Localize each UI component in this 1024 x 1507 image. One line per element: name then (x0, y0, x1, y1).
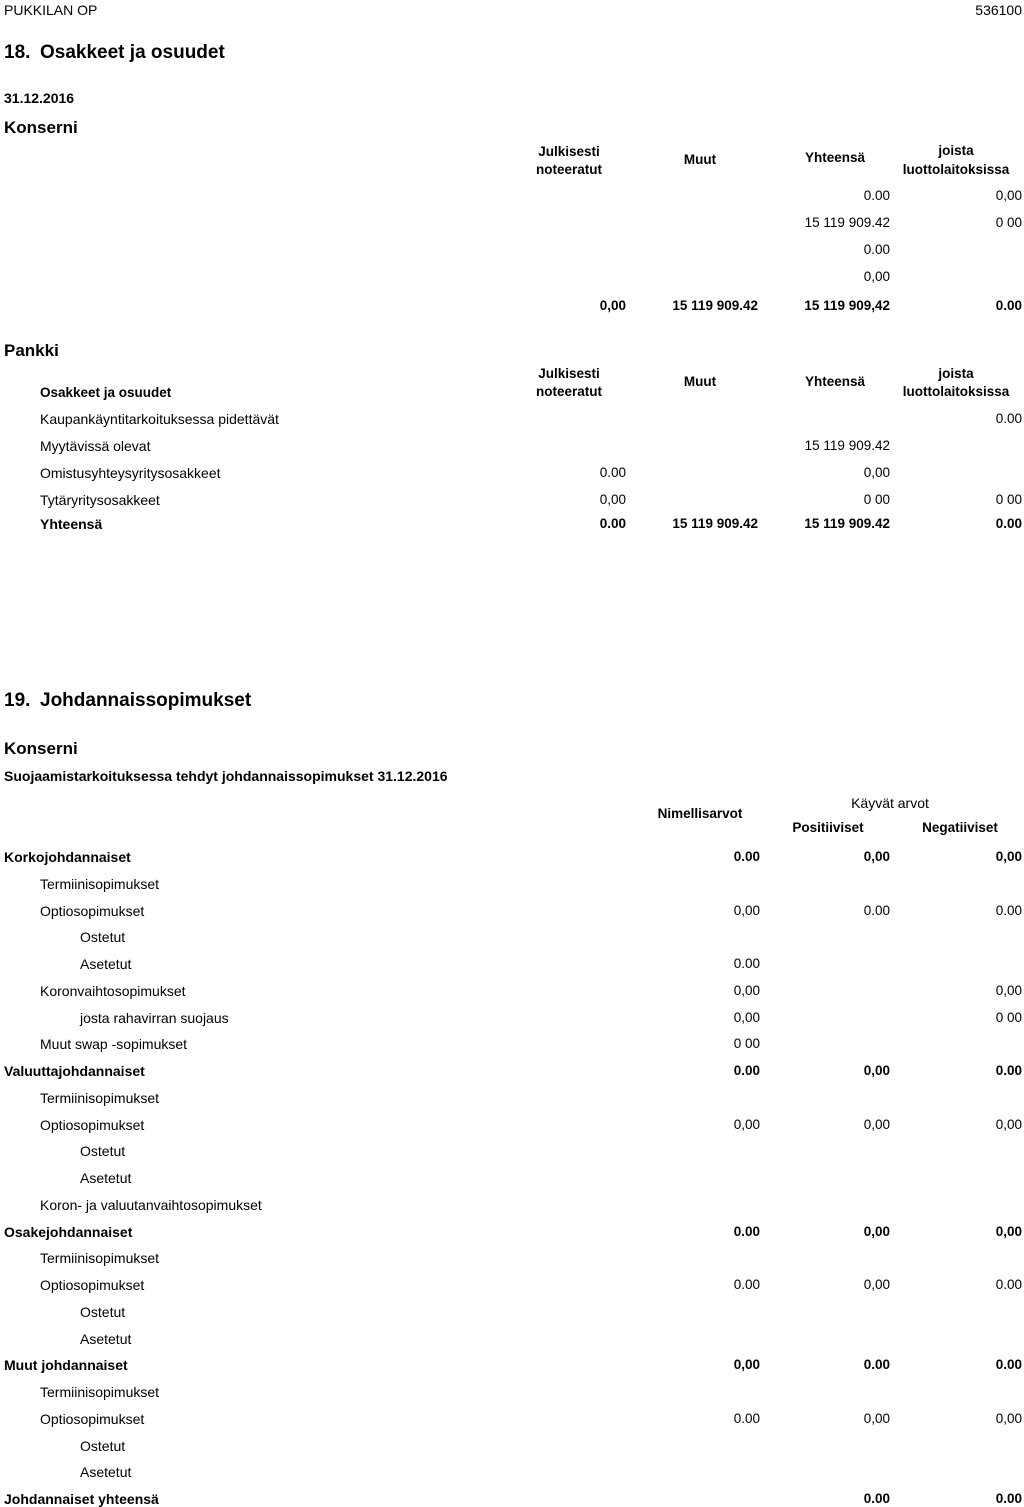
s19-subtitle: Suojaamistarkoituksessa tehdyt johdannaissopimukset 31.12.2016 (4, 768, 448, 784)
deriv-row-label: Optiosopimukset (40, 1277, 145, 1293)
deriv-row-label: Ostetut (80, 1437, 126, 1454)
deriv-row-nim-value: 0,00 (733, 982, 760, 998)
pankki-row-1-joista: 0.00 (995, 411, 1022, 426)
deriv-row-label: Osakejohdannaiset (4, 1223, 133, 1240)
pankki-row-4-label: Tytäryritysosakkeet (40, 492, 160, 508)
konserni-col-julkisesti: Julkisesti (538, 144, 600, 159)
deriv-row-nim-value: 0,00 (733, 1357, 760, 1373)
deriv-row-neg-value: 0,00 (995, 1116, 1022, 1132)
deriv-row-neg-value: 0.00 (995, 1491, 1022, 1506)
deriv-row-label: Asetetut (80, 1330, 132, 1347)
deriv-row-nim-value: 0 00 (733, 1036, 760, 1052)
col-negatiiviset: Negatiiviset (922, 820, 998, 835)
deriv-row-nim-value: 0.00 (733, 1063, 760, 1078)
deriv-row-pos-value: 0,00 (863, 1223, 890, 1239)
deriv-row-label: Koronvaihtosopimukset (40, 982, 186, 999)
pankki-row-3-julkisesti: 0.00 (599, 465, 626, 480)
pankki-col-luotto: luottolaitoksissa (902, 384, 1010, 399)
konserni-col-luotto: luottolaitoksissa (902, 162, 1010, 177)
deriv-row-label: Asetetut (80, 1464, 132, 1481)
pankki-row-3-yhteensa: 0,00 (863, 465, 890, 480)
deriv-row-label: Termiinisopimukset (40, 1384, 160, 1400)
pankki-row-3-label: Omistusyhteysyritysosakkeet (40, 465, 221, 481)
konserni-row-1-joista: 0,00 (995, 188, 1022, 203)
deriv-row-pos-value: 0,00 (863, 1116, 890, 1132)
deriv-row-nim-value: 0,00 (733, 1009, 760, 1025)
pankki-col-joista: joista (938, 366, 974, 381)
deriv-row-neg-value: 0,00 (995, 849, 1022, 864)
deriv-row-neg-value: 0.00 (995, 902, 1022, 918)
deriv-row-pos-value: 0,00 (863, 1063, 890, 1078)
deriv-row-label: Termiinisopimukset (40, 1089, 160, 1106)
deriv-row-neg-value: 0,00 (995, 1410, 1022, 1426)
deriv-row-neg-value: 0.00 (995, 1277, 1022, 1292)
konserni-row-3-yhteensa: 0.00 (863, 242, 890, 257)
deriv-row-neg-value: 0 00 (995, 1009, 1022, 1025)
deriv-row-neg-value: 0,00 (995, 982, 1022, 998)
section-18-number: 18. (4, 42, 31, 63)
deriv-row-pos-value: 0.00 (863, 902, 890, 918)
bank-name: PUKKILAN OP (4, 2, 98, 18)
pankki-table-heading: Osakkeet ja osuudet (40, 385, 172, 400)
deriv-row-pos-value: 0,00 (863, 1277, 890, 1292)
pankki-total-yhteensa: 15 119 909.42 (804, 516, 890, 531)
deriv-row-label: Johdannaiset yhteensä (4, 1491, 159, 1507)
deriv-row-pos-value: 0.00 (863, 1357, 890, 1373)
deriv-row-label: Valuuttajohdannaiset (4, 1063, 145, 1079)
konserni-col-yhteensa: Yhteensä (804, 150, 866, 165)
section-18-date: 31.12.2016 (4, 90, 75, 106)
konserni-total-julkisesti: 0,00 (599, 298, 626, 313)
deriv-row-nim-value: 0,00 (733, 902, 760, 918)
deriv-row-label: Ostetut (80, 1303, 126, 1320)
deriv-row-nim-value: 0.00 (733, 1223, 760, 1239)
pankki-col-noteeratut: noteeratut (535, 384, 602, 399)
deriv-row-label: Ostetut (80, 1143, 126, 1160)
pankki-row-4-yhteensa: 0 00 (863, 492, 890, 507)
pankki-row-4-julkisesti: 0,00 (599, 492, 626, 507)
deriv-row-neg-value: 0.00 (995, 1357, 1022, 1373)
bank-code: 536100 (975, 2, 1022, 18)
s19-konserni-heading: Konserni (4, 739, 78, 758)
deriv-row-label: Muut swap -sopimukset (40, 1036, 188, 1053)
col-kavvat-arvot: Käyvät arvot (851, 795, 929, 811)
pankki-row-2-label: Myytävissä olevat (40, 438, 151, 454)
pankki-row-1-label: Kaupankäyntitarkoituksessa pidettävät (40, 411, 279, 427)
pankki-total-muut: 15 119 909.42 (672, 516, 758, 531)
pankki-col-muut: Muut (683, 374, 717, 389)
deriv-row-nim-value: 0.00 (733, 849, 760, 864)
pankki-heading: Pankki (4, 341, 59, 360)
konserni-row-4-yhteensa: 0,00 (863, 269, 890, 284)
deriv-row-label: Korkojohdannaiset (4, 849, 131, 865)
konserni-row-2-joista: 0 00 (995, 215, 1022, 230)
konserni-row-1-yhteensa: 0.00 (863, 188, 890, 203)
deriv-row-label: josta rahavirran suojaus (80, 1009, 229, 1026)
deriv-row-nim-value: 0.00 (733, 1277, 760, 1292)
section-19-title: Johdannaissopimukset (40, 690, 252, 711)
konserni-row-2-yhteensa: 15 119 909.42 (804, 215, 890, 230)
deriv-row-neg-value: 0,00 (995, 1223, 1022, 1239)
pankki-col-yhteensa: Yhteensä (804, 374, 866, 389)
deriv-row-neg-value: 0.00 (995, 1063, 1022, 1078)
deriv-row-label: Ostetut (80, 929, 126, 946)
konserni-col-joista: joista (938, 143, 974, 158)
konserni-col-noteeratut: noteeratut (535, 162, 602, 177)
section-19-number: 19. (4, 690, 31, 711)
deriv-row-label: Termiinisopimukset (40, 875, 160, 892)
deriv-row-label: Asetetut (80, 956, 132, 972)
pankki-col-julkisesti: Julkisesti (538, 366, 600, 381)
pankki-total-label: Yhteensä (40, 516, 103, 532)
pankki-row-4-joista: 0 00 (995, 492, 1022, 507)
konserni-total-yhteensa: 15 119 909,42 (804, 298, 890, 313)
konserni-col-muut: Muut (683, 152, 717, 167)
pankki-total-julkisesti: 0.00 (599, 516, 626, 531)
section-18-title: Osakkeet ja osuudet (40, 42, 225, 63)
deriv-row-label: Optiosopimukset (40, 902, 145, 919)
deriv-row-pos-value: 0,00 (863, 849, 890, 864)
deriv-row-pos-value: 0.00 (863, 1491, 890, 1506)
deriv-row-label: Optiosopimukset (40, 1116, 145, 1133)
deriv-row-label: Termiinisopimukset (40, 1250, 160, 1267)
deriv-row-nim-value: 0.00 (733, 956, 760, 971)
deriv-row-label: Optiosopimukset (40, 1410, 145, 1427)
pankki-total-joista: 0.00 (995, 516, 1022, 531)
deriv-row-pos-value: 0,00 (863, 1410, 890, 1426)
konserni-total-joista: 0.00 (995, 298, 1022, 313)
deriv-row-label: Muut johdannaiset (4, 1357, 128, 1374)
col-positiiviset: Positiiviset (792, 820, 864, 835)
deriv-row-nim-value: 0.00 (733, 1410, 760, 1426)
konserni-heading: Konserni (4, 118, 78, 137)
deriv-row-nim-value: 0,00 (733, 1116, 760, 1132)
deriv-row-label: Koron- ja valuutanvaihtosopimukset (40, 1196, 262, 1213)
konserni-total-muut: 15 119 909.42 (672, 298, 758, 313)
col-nimellisarvot: Nimellisarvot (657, 806, 743, 821)
pankki-row-2-yhteensa: 15 119 909.42 (804, 438, 890, 453)
deriv-row-label: Asetetut (80, 1170, 132, 1186)
